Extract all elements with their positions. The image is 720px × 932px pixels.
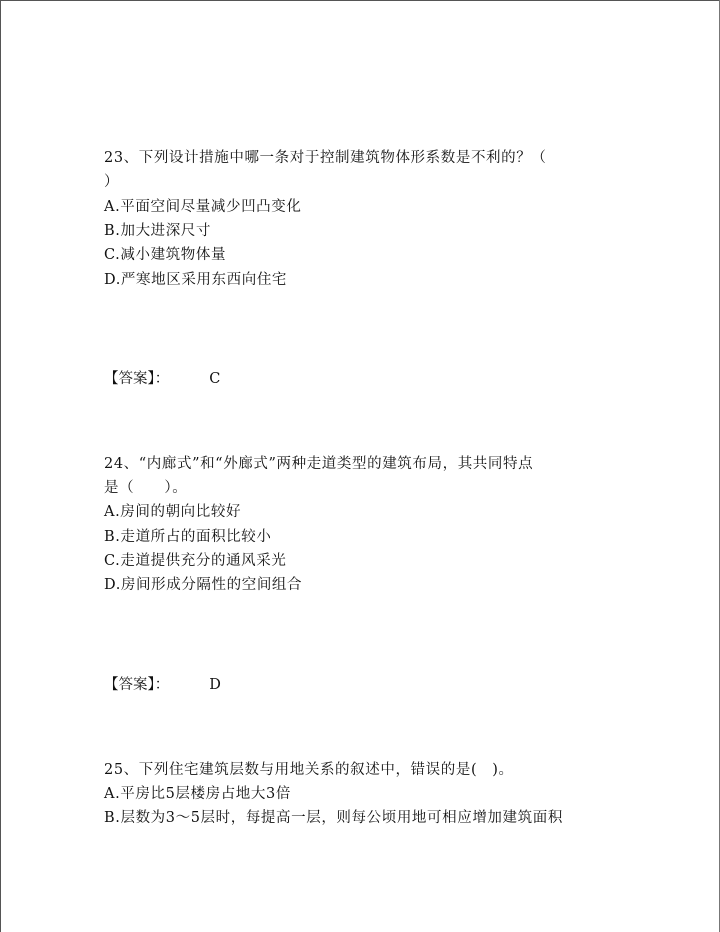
question-24-option-b: B.走道所占的面积比较小 [104,529,272,545]
answer-label: 【答案】： [104,371,170,387]
question-24-option-a: A.房间的朝向比较好 [104,504,242,520]
question-23-option-c: C.减小建筑物体量 [104,247,227,263]
page-border-left [0,0,1,932]
question-23-option-a: A.平面空间尽量减少凹凸变化 [104,199,302,215]
question-24-stem-line-2: 是（ ）。 [104,480,188,496]
question-25-option-b: B.层数为3～5层时，每提高一层，则每公顷用地可相应增加建筑面积 [104,810,563,826]
question-24-stem-line-1: 24、“内廊式”和“外廊式”两种走道类型的建筑布局，其共同特点 [104,456,534,472]
question-23-stem-line-1: 23、下列设计措施中哪一条对于控制建筑物体形系数是不利的？（ [104,150,547,166]
question-23-option-b: B.加大进深尺寸 [104,223,212,239]
question-24-option-d: D.房间形成分隔性的空间组合 [104,577,303,593]
answer-value: D [209,677,221,693]
question-23-answer [104,369,220,389]
question-23-option-d: D.严寒地区采用东西向住宅 [104,272,288,288]
answer-label: 【答案】： [104,677,170,693]
question-24-option-c: C.走道提供充分的通风采光 [104,553,287,569]
question-23-stem-line-2: ） [104,174,120,190]
question-25-option-a: A.平房比5层楼房占地大3倍 [104,786,291,802]
answer-value: C [209,371,221,387]
question-24-answer [104,675,221,695]
question-25-stem-line-1: 25、下列住宅建筑层数与用地关系的叙述中，错误的是( )。 [104,762,514,778]
page-border-top [0,0,720,1]
